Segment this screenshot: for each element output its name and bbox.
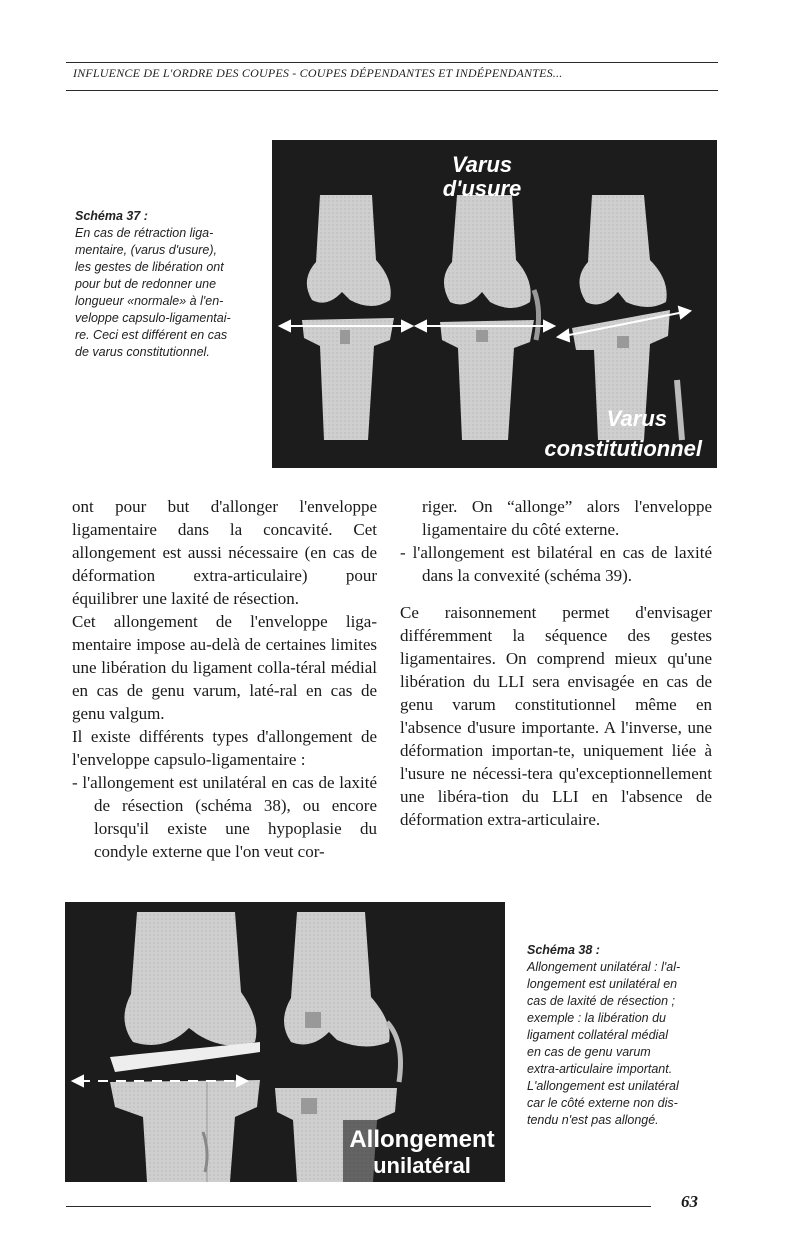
figure-37-caption-title: Schéma 37 : [75,209,148,223]
page-number: 63 [681,1192,698,1211]
figure-38-label-1: Allongement [349,1126,495,1153]
figure-38-caption-line: longement est unilatéral en [527,977,678,991]
figure-37-label-top-1: Varus [451,152,513,177]
figure-37-caption-line: veloppe capsulo-ligamentai- [75,311,231,325]
figure-38-caption [527,942,712,1129]
figure-38-caption-line: tendu n'est pas allongé. [527,1113,659,1127]
body-column-right [400,495,712,831]
header-bottom-rule [66,90,718,91]
knee-2-icon [440,195,539,440]
running-header: INFLUENCE DE L'ORDRE DES COUPES - COUPES DÉPENDANTES ET INDÉPENDANTES... [73,66,563,80]
figure-37-caption-line: pour but de redonner une [75,277,217,291]
figure-38-knee-diagram [65,902,505,1182]
figure-37-caption-line: En cas de rétraction liga- [75,226,214,240]
body-paragraph: Ce raisonnement permet d'envisager différemment la séquence des gestes ligamentaires. On comprend mieux qu'une libération du LLI sera envisagée en cas de genu varum constitutionnel même en l'absence d'usure importante. A l'inverse, une déformation importan-te, uniquement liée à l'usure ne nécessi-tera qu'exceptionnellement une libéra-tion du LLI en l'absence de déformation extra-articulaire. [400,603,712,829]
knee-left-icon [110,912,260,1182]
footer-rule [66,1206,651,1207]
figure-37-caption-line: les gestes de libération ont [75,260,224,274]
figure-37-caption-line: de varus constitutionnel. [75,345,210,359]
body-column-left [72,495,377,863]
figure-38-caption-line: exemple : la libération du [527,1011,666,1025]
header-top-rule [66,62,718,63]
figure-37-knee-diagram [272,140,717,468]
figure-38-caption-line: Allongement unilatéral : l'al- [527,960,681,974]
figure-38-caption-line: L'allongement est unilatéral [527,1079,679,1093]
figure-38-caption-line: ligament collatéral médial [527,1028,669,1042]
knee-3-icon [572,195,682,440]
figure-37-label-top-2: d'usure [442,176,522,201]
body-paragraph: Cet allongement de l'enveloppe liga-mentaire impose au-delà de certaines limites une libération du ligament colla-téral médial en cas de genu varum, laté-ral en cas de genu valgum. [72,612,377,723]
figure-37-caption-line: longueur «normale» à l'en- [75,294,224,308]
body-list-item: - l'allongement est bilatéral en cas de laxité dans la convexité (schéma 39). [400,543,712,585]
figure-37-caption-line: re. Ceci est différent en cas [75,328,228,342]
figure-37-caption [75,208,260,361]
body-list-item: - l'allongement est unilatéral en cas de laxité de résection (schéma 38), ou encore lorsqu'il existe une hypoplasie du condyle externe que l'on veut cor- [72,773,377,861]
figure-38-caption-line: en cas de genu varum [527,1045,651,1059]
figure-38-label-2: unilatéral [373,1153,471,1178]
figure-38-caption-title: Schéma 38 : [527,943,600,957]
figure-38-caption-line: cas de laxité de résection ; [527,994,675,1008]
figure-38-caption-line: car le côté externe non dis- [527,1096,678,1110]
figure-37-label-bottom-2: constitutionnel [544,436,702,461]
knee-1-icon [302,195,394,440]
body-paragraph: ont pour but d'allonger l'enveloppe ligamentaire dans la concavité. Cet allongement est aussi nécessaire (en cas de déformation extra-articulaire) pour équilibrer une laxité de résection. [72,497,377,608]
body-paragraph: riger. On “allonge” alors l'enveloppe ligamentaire du côté externe. [422,497,712,539]
body-paragraph: Il existe différents types d'allongement de l'enveloppe capsulo-ligamentaire : [72,727,377,769]
figure-38-caption-line: extra-articulaire important. [527,1062,673,1076]
figure-37-label-bottom-1: Varus [606,406,667,431]
figure-37-caption-line: mentaire, (varus d'usure), [75,243,218,257]
